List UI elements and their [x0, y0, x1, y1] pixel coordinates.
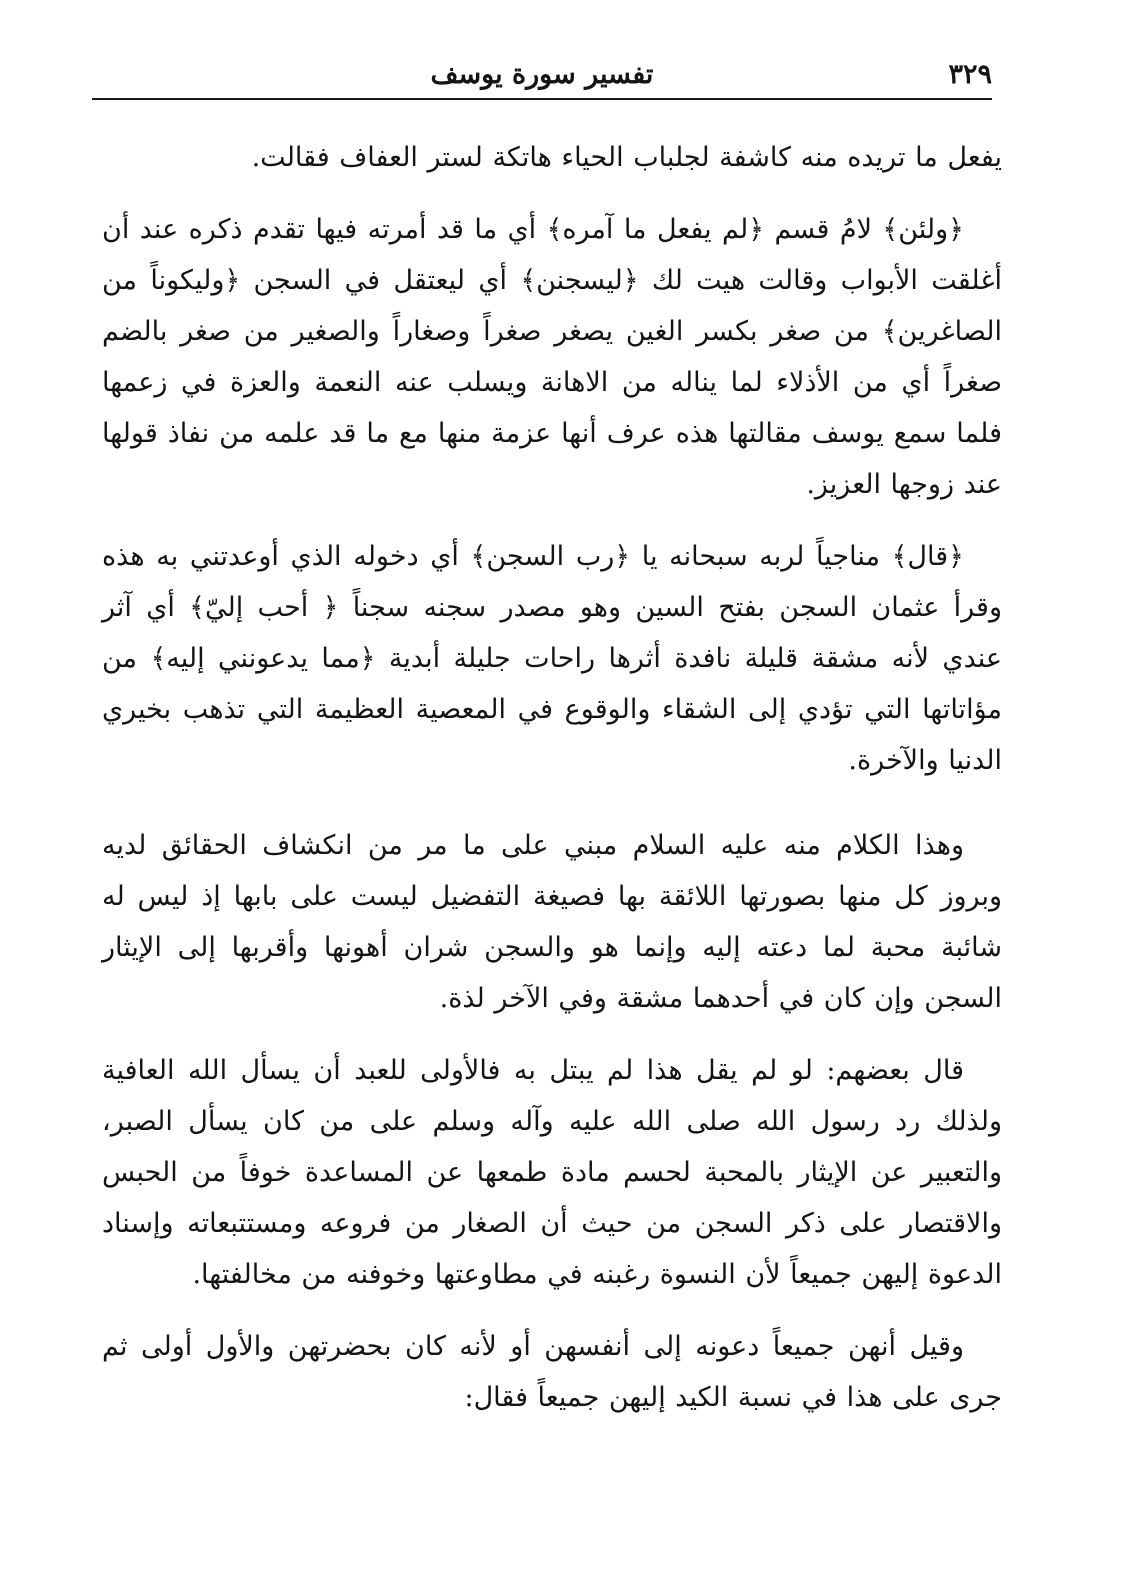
paragraph-hadha-alkalam: وهذا الكلام منه عليه السلام مبني على ما مر من انكشاف الحقائق لديه وبروز كل منها بصورتها اللائقة بها فصيغة التفضيل ليست على بابها إذ ليس له شائبة محبة لما دعته إليه وإنما هو والسجن شران أهونها وأقربها إلى الإيثار السجن وإن كان في أحدهما مشقة وفي الآخر لذة.: [102, 830, 1002, 1014]
paragraph-walain: ﴿ولئن﴾ لامُ قسم ﴿لم يفعل ما آمره﴾ أي ما قد أمرته فيها تقدم ذكره عند أن أغلقت الأبواب وقالت هيت لك ﴿ليسجنن﴾ أي ليعتقل في السجن ﴿وليكوناً من الصاغرين﴾ من صغر بكسر الغين يصغر صغراً وصغاراً والصغير من صغر بالضم صغراً أي من الأذلاء لما يناله من الاهانة ويسلب عنه النعمة والعزة في زعمها فلما سمع يوسف مقالتها هذه عرف أنها عزمة منها مع ما قد علمه من نفاذ قولها عند زوجها العزيز.: [102, 214, 1002, 500]
paragraph-qala-badhum: قال بعضهم: لو لم يقل هذا لم يبتل به فالأولى للعبد أن يسأل الله العافية ولذلك رد رسول الله صلى الله عليه وآله وسلم على من كان يسأل الصبر، والتعبير عن الإيثار بالمحبة لحسم مادة طمعها عن المساعدة خوفاً من الحبس والاقتصار على ذكر السجن من حيث أن الصغار من فروعه ومستتبعاته وإسناد الدعوة إليهن جميعاً لأن النسوة رغبنه في مطاوعتها وخوفنه من مخالفتها.: [102, 1055, 1003, 1290]
body-text: [102, 132, 1002, 1444]
page-number: ٣٢٩: [948, 59, 992, 90]
running-head: [92, 54, 992, 98]
paragraph-qala-rabbi: ﴿قال﴾ مناجياً لربه سبحانه يا ﴿رب السجن﴾ أي دخوله الذي أوعدتني به هذه وقرأ عثمان السجن بفتح السين وهو مصدر سجنه سجناً ﴿ أحب إليّ﴾ أي آثر عندي لأنه مشقة قليلة نافدة أثرها راحات جليلة أبدية ﴿مما يدعونني إليه﴾ من مؤاتاتها التي تؤدي إلى الشقاء والوقوع في المعصية العظيمة التي تذهب بخيري الدنيا والآخرة.: [102, 541, 1002, 776]
paragraph-continuation: يفعل ما تريده منه كاشفة لجلباب الحياء هاتكة لستر العفاف فقالت.: [251, 142, 1002, 173]
paragraph-wa-qila: وقيل أنهن جميعاً دعونه إلى أنفسهن أو لأنه كان بحضرتهن والأول أولى ثم جرى على هذا في نسبة الكيد إليهن جميعاً فقال:: [102, 1331, 1002, 1413]
header-divider: [92, 98, 992, 100]
running-title: تفسير سورة يوسف: [430, 59, 654, 90]
